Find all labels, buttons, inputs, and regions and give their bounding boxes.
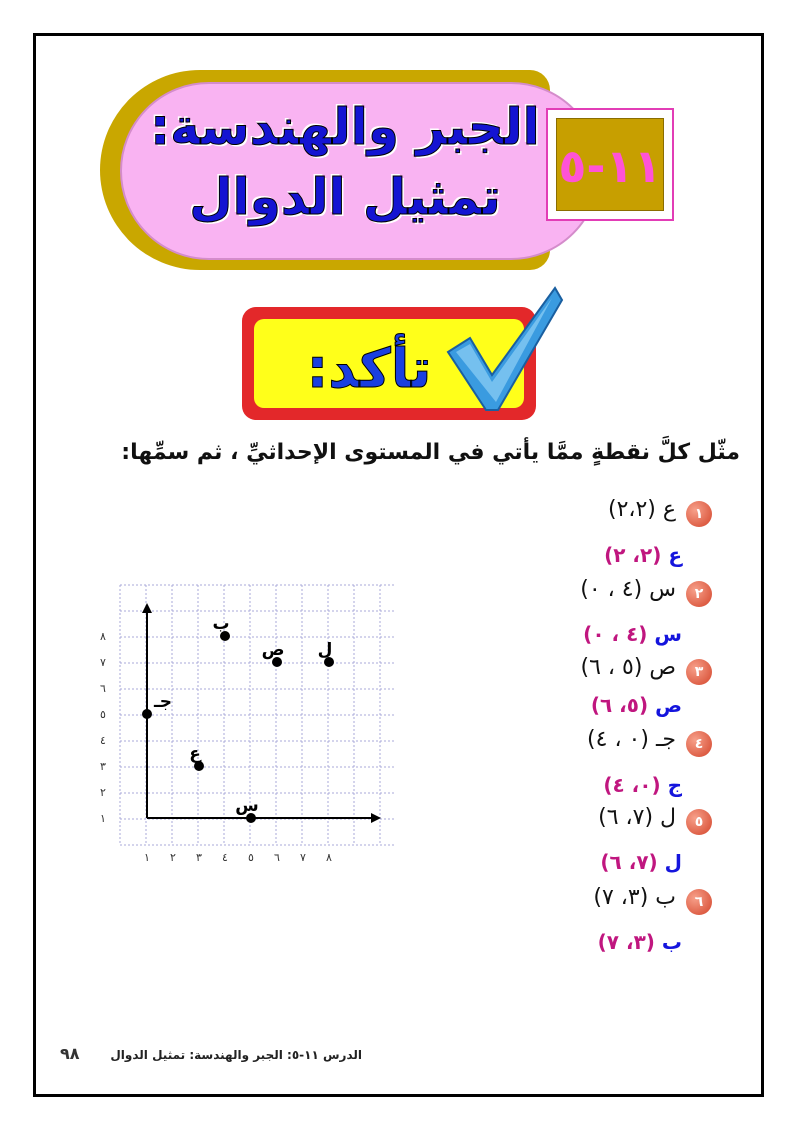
answer-coord: (٤ ، ٠) <box>583 622 648 646</box>
lesson-number-box <box>546 108 674 221</box>
exercise-number-badge: ٢ <box>686 581 712 607</box>
lesson-number: ١١-٥ <box>558 139 662 193</box>
point-label: س <box>235 796 259 816</box>
exercise-text: ب (٣، ٧) <box>593 885 676 910</box>
exercise-text: ع (٢،٢) <box>607 497 676 522</box>
instruction-text: مثّل كلَّ نقطةٍ ممَّا يأتي في المستوى الإحداثيِّ ، ثم سمِّها: <box>121 440 740 465</box>
answer-name: س <box>654 622 682 646</box>
answer-2 <box>432 622 682 646</box>
answer-1 <box>432 543 682 567</box>
exercise-number-badge: ١ <box>686 501 712 527</box>
answer-name: ل <box>664 850 682 874</box>
answer-coord: (٢، ٢) <box>604 543 662 567</box>
answer-4 <box>432 773 682 797</box>
exercise-2 <box>412 577 712 617</box>
point-label: جـ <box>153 692 173 712</box>
plotted-point <box>142 709 152 719</box>
answer-5 <box>432 850 682 874</box>
point-label: ب <box>212 614 230 634</box>
point-label: ل <box>317 640 333 660</box>
exercise-text: جـ (٠ ، ٤) <box>587 727 676 752</box>
answer-name: ص <box>655 693 682 717</box>
page-number: ٩٨ <box>60 1044 80 1063</box>
exercise-number-badge: ٣ <box>686 659 712 685</box>
x-tick-label: ٨ <box>326 851 332 864</box>
point-label: ص <box>261 640 285 660</box>
footer-lesson-text: الدرس ١١-٥: الجبر والهندسة: تمثيل الدوال <box>110 1048 362 1062</box>
exercise-number-badge: ٥ <box>686 809 712 835</box>
exercise-6 <box>412 885 712 925</box>
exercise-text: س (٤ ، ٠) <box>580 577 676 602</box>
x-tick-label: ٦ <box>274 851 280 864</box>
lesson-title-line1: الجبر والهندسة: <box>150 98 540 156</box>
exercise-4 <box>412 727 712 767</box>
point-label: ع <box>189 744 201 764</box>
y-tick-label: ٤ <box>100 734 106 747</box>
answer-coord: (٠، ٤) <box>603 773 661 797</box>
y-tick-label: ٧ <box>100 656 106 669</box>
x-tick-label: ٤ <box>222 851 228 864</box>
answer-coord: (٧، ٦) <box>600 850 658 874</box>
check-label: تأكد: <box>306 337 432 400</box>
y-tick-label: ٣ <box>100 760 106 773</box>
y-tick-label: ١ <box>100 812 106 825</box>
lesson-title <box>150 92 540 252</box>
checkmark-icon <box>430 280 570 420</box>
x-tick-label: ٣ <box>196 851 202 864</box>
coordinate-plane <box>85 575 405 875</box>
exercise-1 <box>412 497 712 537</box>
y-axis-arrow-icon <box>142 603 152 613</box>
answer-name: ب <box>661 930 682 954</box>
exercise-3 <box>412 655 712 695</box>
lesson-title-line2: تمثيل الدوال <box>189 168 501 226</box>
y-tick-label: ٨ <box>100 630 106 643</box>
x-tick-label: ٥ <box>248 851 254 864</box>
x-tick-label: ٢ <box>170 851 176 864</box>
answer-6 <box>432 930 682 954</box>
exercise-number-badge: ٤ <box>686 731 712 757</box>
exercise-number-badge: ٦ <box>686 889 712 915</box>
answer-coord: (٥، ٦) <box>590 693 649 717</box>
exercise-text: ل (٧، ٦) <box>598 805 676 830</box>
answer-3 <box>432 693 682 717</box>
x-tick-label: ٧ <box>300 851 306 864</box>
exercise-text: ص (٥ ، ٦) <box>580 655 676 680</box>
answer-name: ج <box>667 773 682 797</box>
exercise-5 <box>412 805 712 845</box>
y-tick-label: ٥ <box>100 708 106 721</box>
answer-coord: (٣، ٧) <box>597 930 655 954</box>
x-tick-label: ١ <box>144 851 150 864</box>
answer-name: ع <box>668 543 682 567</box>
y-tick-label: ٢ <box>100 786 106 799</box>
y-tick-label: ٦ <box>100 682 106 695</box>
